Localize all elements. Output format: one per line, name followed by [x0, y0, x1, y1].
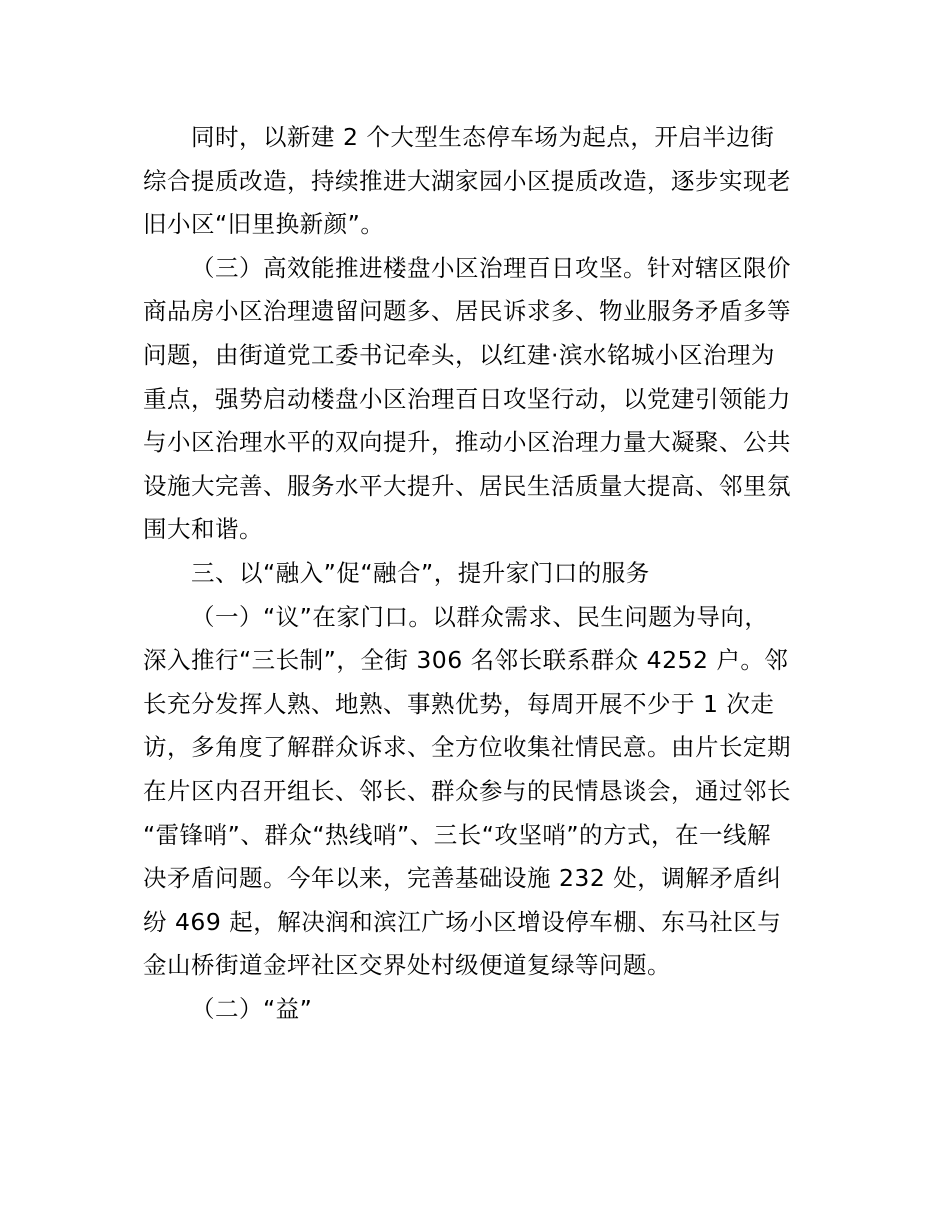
text-line: （二）“益”: [191, 994, 313, 1023]
text-line: 金山桥街道金坪社区交界处村级便道复绿等问题。: [143, 951, 671, 980]
text-line: 旧小区“旧里换新颜”。: [143, 210, 385, 239]
text-line: 设施大完善、服务水平大提升、居民生活质量大提高、邻里氛: [143, 471, 791, 500]
text-line: 围大和谐。: [143, 515, 263, 544]
text-line: 重点，强势启动楼盘小区治理百日攻坚行动，以党建引领能力: [143, 384, 791, 413]
document-body: [143, 116, 813, 1031]
text-line: 与小区治理水平的双向提升，推动小区治理力量大凝聚、公共: [143, 428, 791, 457]
text-line: “雷锋哨”、群众“热线哨”、三长“攻坚哨”的方式，在一线解: [143, 820, 772, 849]
paragraph-subsection-1: [143, 596, 813, 988]
text-line: （三）高效能推进楼盘小区治理百日攻坚。针对辖区限价: [191, 253, 791, 282]
text-line: 商品房小区治理遗留问题多、居民诉求多、物业服务矛盾多等: [143, 297, 791, 326]
section-heading: [143, 552, 813, 596]
text-line: 纷 469 起，解决润和滨江广场小区增设停车棚、东马社区与: [143, 907, 782, 936]
text-line: 问题，由街道党工委书记牵头，以红建·滨水铭城小区治理为: [143, 340, 775, 369]
text-line: 决矛盾问题。今年以来，完善基础设施 232 处，调解矛盾纠: [143, 864, 782, 893]
paragraph-parking: [143, 116, 813, 247]
paragraph-subsection-2: [143, 988, 813, 1032]
text-line: 在片区内召开组长、邻长、群众参与的民情恳谈会，通过邻长: [143, 776, 791, 805]
text-line: 访，多角度了解群众诉求、全方位收集社情民意。由片长定期: [143, 733, 791, 762]
heading-line: 三、以“融入”促“融合”，提升家门口的服务: [191, 558, 650, 587]
text-line: 深入推行“三长制”，全街 306 名邻长联系群众 4252 户。邻: [143, 646, 789, 675]
text-line: 同时，以新建 2 个大型生态停车场为起点，开启半边街: [191, 123, 775, 151]
paragraph-section-3: [143, 247, 813, 552]
text-line: 长充分发挥人熟、地熟、事熟优势，每周开展不少于 1 次走: [143, 689, 775, 718]
text-line: 综合提质改造，持续推进大湖家园小区提质改造，逐步实现老: [143, 166, 791, 195]
text-line: （一）“议”在家门口。以群众需求、民生问题为导向，: [191, 602, 769, 631]
